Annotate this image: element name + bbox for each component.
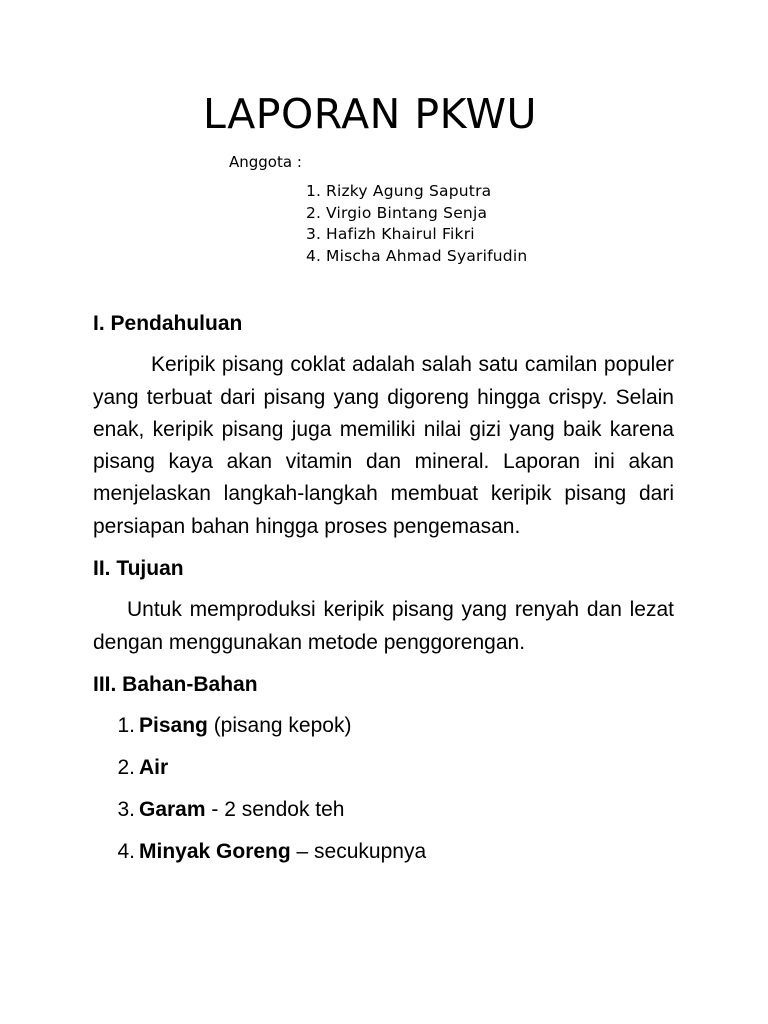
members-list [306,181,527,267]
section-heading-bahan: III. Bahan-Bahan [93,672,258,696]
ingredient-name: Garam [139,798,206,822]
section-heading-pendahuluan: I. Pendahuluan [93,312,243,335]
member-item [306,181,527,203]
ingredients-list [93,710,674,868]
document-body [93,308,674,878]
members-label: Anggota : [229,153,302,171]
member-number: 1. [306,182,322,200]
member-item [306,224,527,246]
ingredient-name: Air [139,756,169,780]
member-name: Hafizh Khairul Fikri [326,225,475,243]
ingredient-item [93,752,674,784]
section-heading-tujuan: II. Tujuan [93,557,184,581]
member-number: 2. [306,203,322,222]
ingredient-number: 3. [117,798,135,822]
member-item [306,246,527,268]
ingredient-item [93,710,674,742]
ingredient-detail: – secukupnya [290,840,427,864]
section-text-pendahuluan: Keripik pisang coklat adalah salah satu camilan populer yang terbuat dari pisang yang digoreng hingga crispy. Selain enak, keripik pisang juga memiliki nilai gizi yang baik karena pisang kaya akan vitamin dan mineral. Laporan ini akan menjelaskan langkah-langkah membuat keripik pisang dari persiapan bahan hingga proses pengemasan. [93,353,674,538]
ingredient-detail: (pisang kepok) [207,714,352,738]
ingredient-number: 1. [117,714,135,738]
ingredient-name: Pisang [139,714,208,738]
ingredient-number: 2. [117,756,135,780]
ingredient-name: Minyak Goreng [139,840,291,864]
member-number: 3. [306,225,322,243]
member-name: Virgio Bintang Senja [326,203,488,222]
member-item [306,203,527,225]
section-text-tujuan: Untuk memproduksi keripik pisang yang renyah dan lezat dengan menggunakan metode penggorengan. [93,598,674,654]
document-title: LAPORAN PKWU [202,90,538,138]
ingredient-item [93,836,674,868]
ingredient-number: 4. [117,840,135,864]
ingredient-item [93,794,674,826]
ingredient-detail: - 2 sendok teh [205,798,345,822]
member-number: 4. [306,246,322,265]
member-name: Rizky Agung Saputra [326,182,492,200]
member-name: Mischa Ahmad Syarifudin [326,246,528,265]
